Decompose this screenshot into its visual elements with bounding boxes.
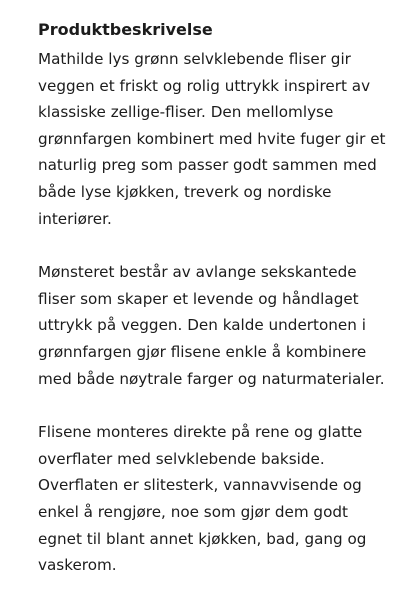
paragraph-line: enkel å rengjøre, noe som gjør dem godt (38, 502, 348, 521)
paragraph-line: vaskerom. (38, 556, 117, 575)
paragraph-line: klassiske zellige-fliser. Den mellomlyse (38, 103, 334, 122)
paragraph-line: veggen et friskt og rolig uttrykk inspirert av (38, 76, 371, 95)
description-paragraph-3 (38, 419, 408, 579)
paragraph-line: interiører. (38, 209, 112, 228)
paragraph-line: Mathilde lys grønn selvklebende fliser gir (38, 50, 351, 68)
description-paragraph-2 (38, 259, 408, 392)
paragraph-line: med både nøytrale farger og naturmaterialer. (38, 369, 385, 388)
paragraph-line: egnet til blant annet kjøkken, bad, gang og (38, 529, 367, 548)
paragraph-line: overflater med selvklebende bakside. (38, 449, 325, 468)
paragraph-line: naturlig preg som passer godt sammen med (38, 156, 377, 175)
paragraph-line: Flisene monteres direkte på rene og glatte (38, 423, 363, 442)
paragraph-line: Overflaten er slitesterk, vannavvisende og (38, 476, 362, 495)
product-description (38, 17, 408, 606)
paragraph-line: fliser som skaper et levende og håndlaget (38, 289, 359, 308)
paragraph-line: grønnfargen gjør flisene enkle å kombinere (38, 342, 367, 361)
paragraph-line: både lyse kjøkken, treverk og nordiske (38, 182, 332, 201)
description-paragraph-1 (38, 46, 408, 232)
paragraph-line: Mønsteret består av avlange sekskantede (38, 263, 357, 282)
product-description-heading: Produktbeskrivelse (38, 20, 213, 39)
paragraph-line: grønnfargen kombinert med hvite fuger gir et (38, 129, 386, 148)
paragraph-line: uttrykk på veggen. Den kalde undertonen i (38, 316, 366, 335)
